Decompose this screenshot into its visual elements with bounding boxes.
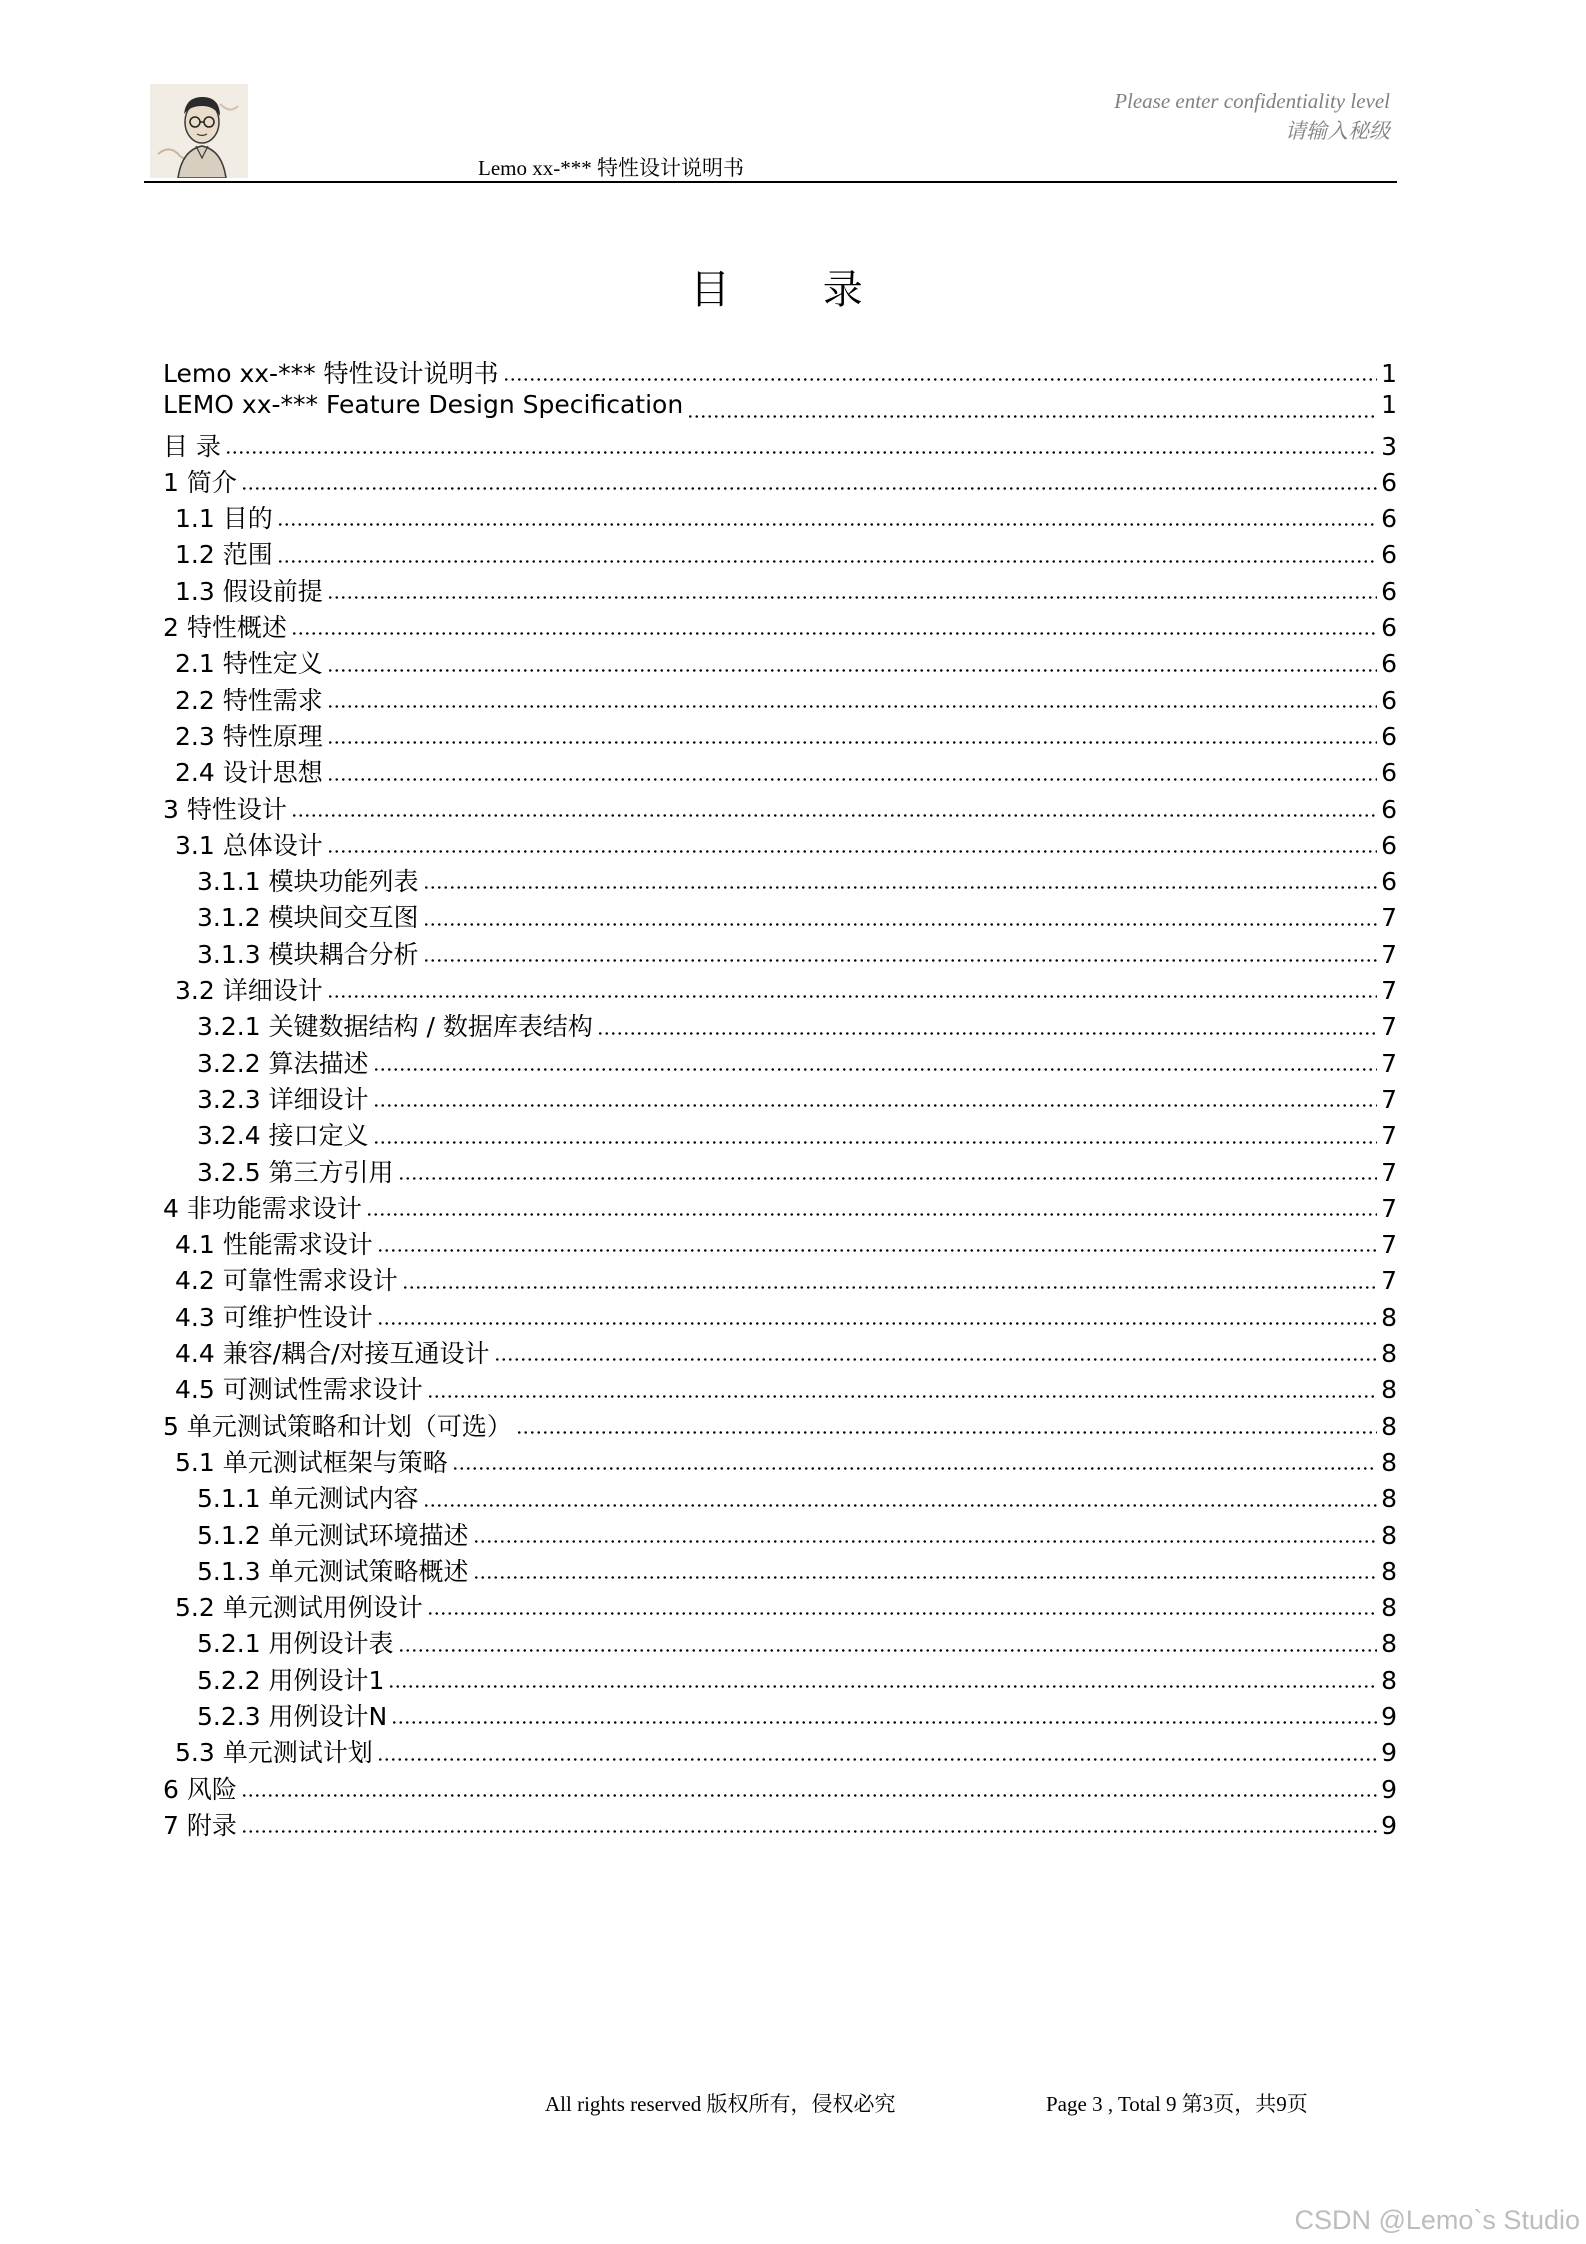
- toc-entry-label: 4.5 可测试性需求设计: [175, 1375, 423, 1405]
- toc-dot-leader: [597, 1032, 1377, 1035]
- toc-entry-label: LEMO xx-*** Feature Design Specification: [163, 390, 684, 420]
- toc-entry-label: 7 附录: [163, 1810, 237, 1840]
- toc-entry[interactable]: [163, 1261, 1397, 1297]
- toc-entry[interactable]: [163, 1806, 1397, 1842]
- toc-entry-page: 9: [1381, 1810, 1397, 1840]
- toc-entry-page: 7: [1381, 939, 1397, 969]
- toc-entry-page: 7: [1381, 976, 1397, 1006]
- toc-dot-leader: [327, 995, 1377, 998]
- toc-dot-leader: [423, 886, 1378, 889]
- toc-entry[interactable]: [163, 898, 1397, 934]
- toc-dot-leader: [377, 1322, 1377, 1325]
- toc-entry-page: 6: [1381, 867, 1397, 897]
- toc-dot-leader: [241, 487, 1377, 490]
- toc-entry[interactable]: [163, 1479, 1397, 1515]
- toc-entry-page: 3: [1381, 431, 1397, 461]
- toc-entry[interactable]: [163, 572, 1397, 608]
- toc-entry-page: 6: [1381, 649, 1397, 679]
- toc-entry-label: 1.2 范围: [175, 540, 273, 570]
- toc-title: 目 录: [690, 267, 903, 313]
- toc-entry-page: 9: [1381, 1701, 1397, 1731]
- toc-dot-leader: [427, 1395, 1377, 1398]
- footer-page-info: Page 3 , Total 9 第3页，共9页: [1046, 2092, 1308, 2116]
- toc-entry-label: 4.1 性能需求设计: [175, 1230, 373, 1260]
- toc-dot-leader: [687, 415, 1377, 418]
- toc-entry-label: 5.2 单元测试用例设计: [175, 1593, 423, 1623]
- toc-dot-leader: [377, 1758, 1377, 1761]
- toc-entry-page: 6: [1381, 576, 1397, 606]
- toc-entry[interactable]: [163, 790, 1397, 826]
- toc-dot-leader: [291, 632, 1377, 635]
- toc-entry-page: 9: [1381, 1738, 1397, 1768]
- toc-entry[interactable]: [163, 390, 1397, 426]
- toc-entry-page: 8: [1381, 1302, 1397, 1332]
- toc-entry[interactable]: [163, 1733, 1397, 1769]
- toc-dot-leader: [327, 705, 1377, 708]
- author-portrait-logo: [150, 84, 248, 178]
- toc-entry-label: 3.2.4 接口定义: [197, 1121, 369, 1151]
- toc-dot-leader: [423, 959, 1378, 962]
- toc-entry[interactable]: [163, 1370, 1397, 1406]
- toc-dot-leader: [503, 378, 1378, 381]
- toc-entry[interactable]: [163, 1334, 1397, 1370]
- toc-dot-leader: [398, 1177, 1378, 1180]
- toc-entry-label: 3 特性设计: [163, 794, 287, 824]
- toc-dot-leader: [277, 560, 1377, 563]
- toc-dot-leader: [391, 1721, 1377, 1724]
- toc-dot-leader: [427, 1612, 1377, 1615]
- toc-entry-label: 3.2.2 算法描述: [197, 1048, 369, 1078]
- toc-entry-label: 3.1.1 模块功能列表: [197, 867, 419, 897]
- toc-entry[interactable]: [163, 463, 1397, 499]
- toc-entry[interactable]: [163, 1661, 1397, 1697]
- toc-entry-page: 7: [1381, 903, 1397, 933]
- toc-entry[interactable]: [163, 499, 1397, 535]
- toc-entry-label: Lemo xx-*** 特性设计说明书: [163, 359, 499, 388]
- toc-entry[interactable]: [163, 535, 1397, 571]
- toc-dot-leader: [398, 1649, 1378, 1652]
- toc-entry-page: 6: [1381, 758, 1397, 788]
- toc-entry[interactable]: [163, 1298, 1397, 1334]
- toc-entry-page: 6: [1381, 721, 1397, 751]
- toc-entry-page: 7: [1381, 1012, 1397, 1042]
- toc-entry[interactable]: [163, 1007, 1397, 1043]
- toc-entry-label: 4.2 可靠性需求设计: [175, 1266, 398, 1296]
- toc-entry-page: 8: [1381, 1411, 1397, 1441]
- toc-entry[interactable]: [163, 1516, 1397, 1552]
- toc-entry-label: 4 非功能需求设计: [163, 1193, 362, 1223]
- toc-dot-leader: [377, 1249, 1377, 1252]
- watermark: CSDN @Lemo`s Studio: [1294, 2205, 1580, 2235]
- toc-entry-page: 9: [1381, 1774, 1397, 1804]
- toc-entry-page: 7: [1381, 1084, 1397, 1114]
- toc-entry[interactable]: [163, 935, 1397, 971]
- toc-entry-page: 6: [1381, 830, 1397, 860]
- toc-dot-leader: [423, 1504, 1378, 1507]
- toc-entry-page: 7: [1381, 1266, 1397, 1296]
- toc-dot-leader: [327, 850, 1377, 853]
- toc-entry-page: 8: [1381, 1520, 1397, 1550]
- toc-entry-label: 6 风险: [163, 1774, 237, 1804]
- toc-entry-label: 3.1.2 模块间交互图: [197, 903, 419, 933]
- toc-entry-page: 6: [1381, 613, 1397, 643]
- toc-entry[interactable]: [163, 1080, 1397, 1116]
- toc-entry-label: 2.4 设计思想: [175, 758, 323, 788]
- toc-entry[interactable]: [163, 971, 1397, 1007]
- toc-entry-label: 2 特性概述: [163, 613, 287, 643]
- toc-entry-page: 8: [1381, 1556, 1397, 1586]
- toc-entry-label: 3.1 总体设计: [175, 830, 323, 860]
- toc-entry-page: 6: [1381, 685, 1397, 715]
- toc-entry[interactable]: [163, 354, 1397, 390]
- toc-entry[interactable]: [163, 1552, 1397, 1588]
- toc-entry-page: 8: [1381, 1339, 1397, 1369]
- toc-entry-label: 目 录: [163, 431, 221, 461]
- toc-entry-label: 1.3 假设前提: [175, 576, 323, 606]
- toc-entry-label: 5.1.3 单元测试策略概述: [197, 1556, 469, 1586]
- toc-dot-leader: [388, 1685, 1377, 1688]
- toc-entry-page: 7: [1381, 1157, 1397, 1187]
- toc-dot-leader: [327, 669, 1377, 672]
- toc-entry-page: 7: [1381, 1121, 1397, 1151]
- header-divider: [144, 181, 1397, 183]
- confidentiality-en: Please enter confidentiality level: [1114, 89, 1390, 113]
- toc-entry[interactable]: [163, 1770, 1397, 1806]
- toc-entry-label: 3.2.1 关键数据结构 / 数据库表结构: [197, 1012, 593, 1042]
- toc-entry-label: 3.1.3 模块耦合分析: [197, 939, 419, 969]
- toc-entry[interactable]: [163, 862, 1397, 898]
- toc-entry[interactable]: [163, 427, 1397, 463]
- toc-dot-leader: [473, 1576, 1378, 1579]
- toc-entry[interactable]: [163, 1443, 1397, 1479]
- toc-entry[interactable]: [163, 1697, 1397, 1733]
- toc-entry-label: 5.2.3 用例设计N: [197, 1701, 388, 1731]
- toc-entry-label: 4.4 兼容/耦合/对接互通设计: [175, 1339, 490, 1369]
- toc-dot-leader: [423, 923, 1378, 926]
- toc-dot-leader: [516, 1431, 1377, 1434]
- toc-dot-leader: [373, 1141, 1378, 1144]
- toc-dot-leader: [373, 1068, 1378, 1071]
- toc-entry-label: 2.2 特性需求: [175, 685, 323, 715]
- toc-dot-leader: [241, 1794, 1377, 1797]
- toc-entry[interactable]: [163, 681, 1397, 717]
- toc-entry-page: 8: [1381, 1629, 1397, 1659]
- toc-entry[interactable]: [163, 1225, 1397, 1261]
- toc-entry-label: 3.2.5 第三方引用: [197, 1157, 394, 1187]
- toc-entry-page: 6: [1381, 504, 1397, 534]
- toc-entry-label: 1.1 目的: [175, 504, 273, 534]
- toc-entry-label: 5.2.1 用例设计表: [197, 1629, 394, 1659]
- confidentiality-zh: 请输入秘级: [1285, 119, 1390, 143]
- toc-entry-label: 3.2 详细设计: [175, 976, 323, 1006]
- toc-dot-leader: [373, 1104, 1378, 1107]
- footer-rights: All rights reserved 版权所有，侵权必究: [545, 2092, 896, 2116]
- toc-entry-page: 8: [1381, 1375, 1397, 1405]
- toc-entry[interactable]: [163, 644, 1397, 680]
- toc-entry[interactable]: [163, 1153, 1397, 1189]
- toc-entry-page: 8: [1381, 1593, 1397, 1623]
- toc-dot-leader: [327, 778, 1377, 781]
- toc-entry-label: 5.1 单元测试框架与策略: [175, 1447, 448, 1477]
- toc-entry[interactable]: [163, 1116, 1397, 1152]
- toc-entry-label: 2.1 特性定义: [175, 649, 323, 679]
- toc-dot-leader: [402, 1286, 1377, 1289]
- toc-entry[interactable]: [163, 1189, 1397, 1225]
- toc-entry-label: 4.3 可维护性设计: [175, 1302, 373, 1332]
- toc-entry[interactable]: [163, 826, 1397, 862]
- toc-dot-leader: [473, 1540, 1378, 1543]
- toc-entry-page: 6: [1381, 467, 1397, 497]
- toc-entry[interactable]: [163, 1588, 1397, 1624]
- toc-dot-leader: [327, 596, 1377, 599]
- toc-dot-leader: [225, 451, 1377, 454]
- toc-dot-leader: [366, 1213, 1377, 1216]
- toc-entry[interactable]: [163, 608, 1397, 644]
- toc-entry-label: 1 简介: [163, 467, 237, 497]
- toc-entry-page: 7: [1381, 1048, 1397, 1078]
- toc-entry-page: 6: [1381, 540, 1397, 570]
- toc-dot-leader: [291, 814, 1377, 817]
- toc-dot-leader: [327, 741, 1377, 744]
- toc-entry-page: 8: [1381, 1665, 1397, 1695]
- toc-entry-page: 1: [1381, 390, 1397, 420]
- toc-dot-leader: [494, 1358, 1378, 1361]
- toc-entry[interactable]: [163, 717, 1397, 753]
- toc-entry[interactable]: [163, 1624, 1397, 1660]
- confidentiality-block: [1114, 86, 1390, 146]
- toc-entry-label: 5.3 单元测试计划: [175, 1738, 373, 1768]
- toc-entry-page: 7: [1381, 1193, 1397, 1223]
- toc-entry-label: 5.2.2 用例设计1: [197, 1665, 385, 1695]
- toc-dot-leader: [452, 1467, 1377, 1470]
- toc-entry-page: 8: [1381, 1447, 1397, 1477]
- table-of-contents: [163, 354, 1397, 1842]
- toc-entry-label: 2.3 特性原理: [175, 721, 323, 751]
- header-doc-title: Lemo xx-*** 特性设计说明书: [478, 156, 744, 180]
- toc-entry-label: 3.2.3 详细设计: [197, 1084, 369, 1114]
- toc-entry-page: 1: [1381, 359, 1397, 388]
- toc-entry-label: 5.1.1 单元测试内容: [197, 1484, 419, 1514]
- toc-entry-label: 5.1.2 单元测试环境描述: [197, 1520, 469, 1550]
- toc-entry[interactable]: [163, 753, 1397, 789]
- toc-entry-page: 8: [1381, 1484, 1397, 1514]
- toc-entry-label: 5 单元测试策略和计划（可选）: [163, 1411, 512, 1441]
- toc-entry-page: 6: [1381, 794, 1397, 824]
- toc-entry-page: 7: [1381, 1230, 1397, 1260]
- toc-dot-leader: [241, 1830, 1377, 1833]
- toc-dot-leader: [277, 523, 1377, 526]
- toc-entry[interactable]: [163, 1407, 1397, 1443]
- toc-entry[interactable]: [163, 1044, 1397, 1080]
